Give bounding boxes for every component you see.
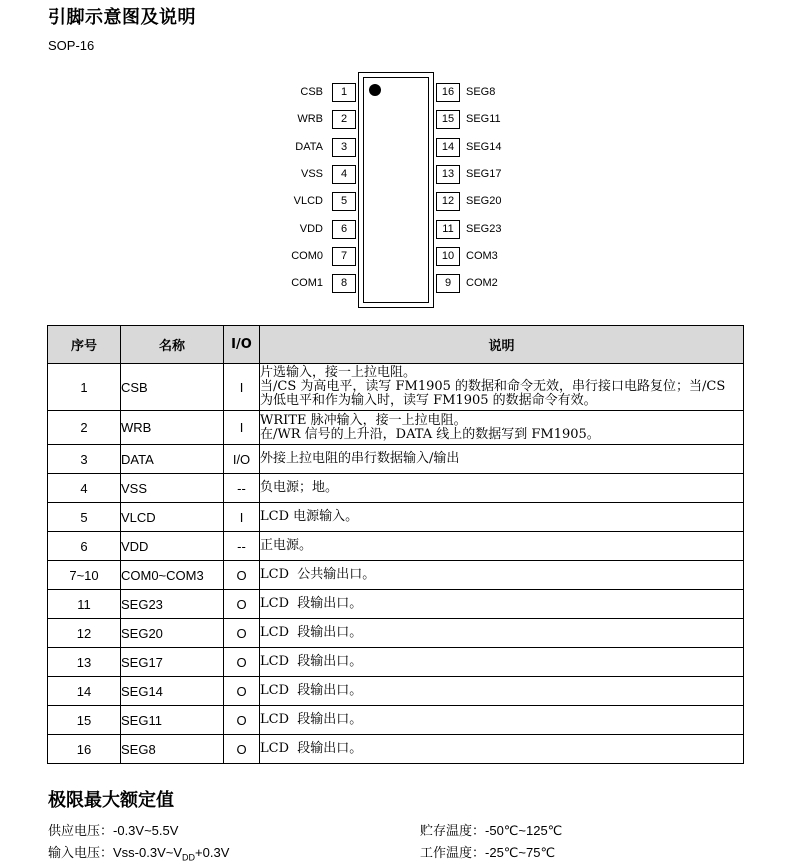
pin-name: CSB — [300, 86, 323, 98]
table-row — [48, 619, 744, 648]
desc-line: 片选输入，接一上拉电阻。 — [260, 365, 417, 380]
cell-desc — [260, 445, 744, 474]
cell-seq: 3 — [48, 445, 121, 474]
rating-value: -25℃~75℃ — [485, 845, 556, 860]
rating-value: -50℃~125℃ — [485, 823, 563, 838]
pin-name: SEG11 — [466, 113, 501, 125]
table-row — [48, 677, 744, 706]
cell-name: SEG20 — [121, 619, 224, 648]
cell-io: O — [224, 677, 260, 706]
desc-line: LCD 段输出口。 — [260, 625, 363, 640]
cell-seq: 7~10 — [48, 561, 121, 590]
section-title-pinout: 引脚示意图及说明 — [48, 7, 196, 28]
cell-name: VDD — [121, 532, 224, 561]
cell-name: WRB — [121, 411, 224, 445]
rating-value: -0.3V~5.5V — [113, 823, 179, 838]
cell-desc — [260, 648, 744, 677]
pin1-marker — [369, 84, 381, 96]
pin-number: 15 — [436, 110, 460, 129]
cell-seq: 2 — [48, 411, 121, 445]
pin-number: 7 — [332, 247, 356, 266]
desc-line: 外接上拉电阻的串行数据输入/输出 — [260, 451, 460, 466]
cell-name: SEG14 — [121, 677, 224, 706]
rating-label: 工作温度： — [420, 846, 486, 861]
chip-body — [358, 72, 434, 308]
cell-desc — [260, 561, 744, 590]
table-row — [48, 735, 744, 764]
pin-number: 6 — [332, 220, 356, 239]
table-row — [48, 364, 744, 411]
pin-name: SEG8 — [466, 86, 496, 98]
pin-name: COM2 — [466, 277, 498, 289]
cell-seq: 13 — [48, 648, 121, 677]
desc-line: 负电源；地。 — [260, 480, 339, 495]
cell-seq: 4 — [48, 474, 121, 503]
pin-number: 14 — [436, 138, 460, 157]
cell-name: SEG23 — [121, 590, 224, 619]
desc-line: LCD 电源输入。 — [260, 509, 359, 524]
cell-io: I — [224, 503, 260, 532]
header-io: I/O — [224, 326, 260, 364]
pin-number: 4 — [332, 165, 356, 184]
cell-desc — [260, 706, 744, 735]
pin-name: VDD — [299, 223, 323, 235]
table-row — [48, 706, 744, 735]
cell-io: I/O — [224, 445, 260, 474]
rating-supply-voltage — [48, 820, 178, 839]
cell-name: VSS — [121, 474, 224, 503]
cell-name: SEG11 — [121, 706, 224, 735]
cell-io: O — [224, 648, 260, 677]
rating-label: 输入电压： — [48, 846, 114, 861]
cell-desc — [260, 411, 744, 445]
table-row — [48, 474, 744, 503]
pin-number: 9 — [436, 274, 460, 293]
cell-io: O — [224, 706, 260, 735]
desc-line: LCD 段输出口。 — [260, 596, 363, 611]
cell-io: I — [224, 364, 260, 411]
cell-seq: 1 — [48, 364, 121, 411]
desc-line: 为低电平和作为输入时，读写 FM1905 的数据命令有效。 — [260, 393, 597, 408]
rating-label: 供应电压： — [48, 824, 114, 839]
pin-name: SEG20 — [466, 195, 502, 207]
desc-line: 正电源。 — [260, 538, 313, 553]
rating-label: 贮存温度： — [420, 824, 486, 839]
cell-name: CSB — [121, 364, 224, 411]
cell-io: O — [224, 590, 260, 619]
cell-io: I — [224, 411, 260, 445]
header-desc: 说明 — [260, 326, 744, 364]
table-row — [48, 590, 744, 619]
cell-seq: 11 — [48, 590, 121, 619]
pin-name: WRB — [297, 113, 323, 125]
cell-name: COM0~COM3 — [121, 561, 224, 590]
cell-desc — [260, 503, 744, 532]
cell-io: O — [224, 735, 260, 764]
pin-name: SEG17 — [466, 168, 502, 180]
desc-line: WRITE 脉冲输入，接一上拉电阻。 — [260, 412, 467, 428]
desc-line: LCD 段输出口。 — [260, 654, 363, 669]
pin-number: 8 — [332, 274, 356, 293]
cell-desc — [260, 735, 744, 764]
pin-number: 16 — [436, 83, 460, 102]
package-label: SOP-16 — [48, 38, 95, 53]
cell-desc — [260, 364, 744, 411]
table-row — [48, 445, 744, 474]
cell-seq: 14 — [48, 677, 121, 706]
cell-seq: 12 — [48, 619, 121, 648]
rating-operating-temp — [420, 842, 555, 861]
pin-name: VLCD — [293, 195, 323, 207]
cell-desc — [260, 677, 744, 706]
cell-desc — [260, 619, 744, 648]
table-row — [48, 532, 744, 561]
pin-name: SEG23 — [466, 223, 502, 235]
table-row — [48, 411, 744, 445]
cell-name: SEG8 — [121, 735, 224, 764]
cell-seq: 6 — [48, 532, 121, 561]
rating-storage-temp — [420, 820, 562, 839]
pin-name: COM0 — [291, 250, 323, 262]
desc-line: LCD 段输出口。 — [260, 712, 363, 727]
pin-number: 1 — [332, 83, 356, 102]
pin-number: 11 — [436, 220, 460, 239]
desc-line: LCD 段输出口。 — [260, 683, 363, 698]
pin-number: 12 — [436, 192, 460, 211]
desc-line: 在/WR 信号的上升沿，DATA 线上的数据写到 FM1905。 — [260, 426, 600, 442]
cell-desc — [260, 532, 744, 561]
cell-seq: 5 — [48, 503, 121, 532]
pin-name: COM3 — [466, 250, 498, 262]
pin-number: 10 — [436, 247, 460, 266]
cell-io: O — [224, 619, 260, 648]
pin-name: COM1 — [291, 277, 323, 289]
pin-number: 2 — [332, 110, 356, 129]
pin-description-table — [47, 325, 744, 764]
header-seq: 序号 — [48, 326, 121, 364]
pin-name: DATA — [295, 141, 323, 153]
rating-input-voltage — [48, 842, 229, 863]
cell-name: DATA — [121, 445, 224, 474]
cell-seq: 15 — [48, 706, 121, 735]
cell-seq: 16 — [48, 735, 121, 764]
cell-desc — [260, 474, 744, 503]
cell-name: SEG17 — [121, 648, 224, 677]
pin-name: VSS — [300, 168, 323, 180]
cell-desc — [260, 590, 744, 619]
pin-number: 5 — [332, 192, 356, 211]
section-title-ratings: 极限最大额定值 — [48, 790, 174, 811]
cell-io: -- — [224, 532, 260, 561]
table-row — [48, 503, 744, 532]
pin-number: 13 — [436, 165, 460, 184]
table-row — [48, 561, 744, 590]
pin-number: 3 — [332, 138, 356, 157]
desc-line: LCD 段输出口。 — [260, 741, 363, 756]
cell-name: VLCD — [121, 503, 224, 532]
pin-name: SEG14 — [466, 141, 502, 153]
rating-value: Vss-$0.3V\sim V_{DD}+0.3V$ — [113, 845, 230, 863]
table-row — [48, 648, 744, 677]
header-name: 名称 — [121, 326, 224, 364]
cell-io: -- — [224, 474, 260, 503]
desc-line: LCD 公共输出口。 — [260, 567, 376, 582]
cell-io: O — [224, 561, 260, 590]
desc-line: 当/CS 为高电平，读写 FM1905 的数据和命令无效，串行接口电路复位；当/CS — [260, 379, 726, 394]
